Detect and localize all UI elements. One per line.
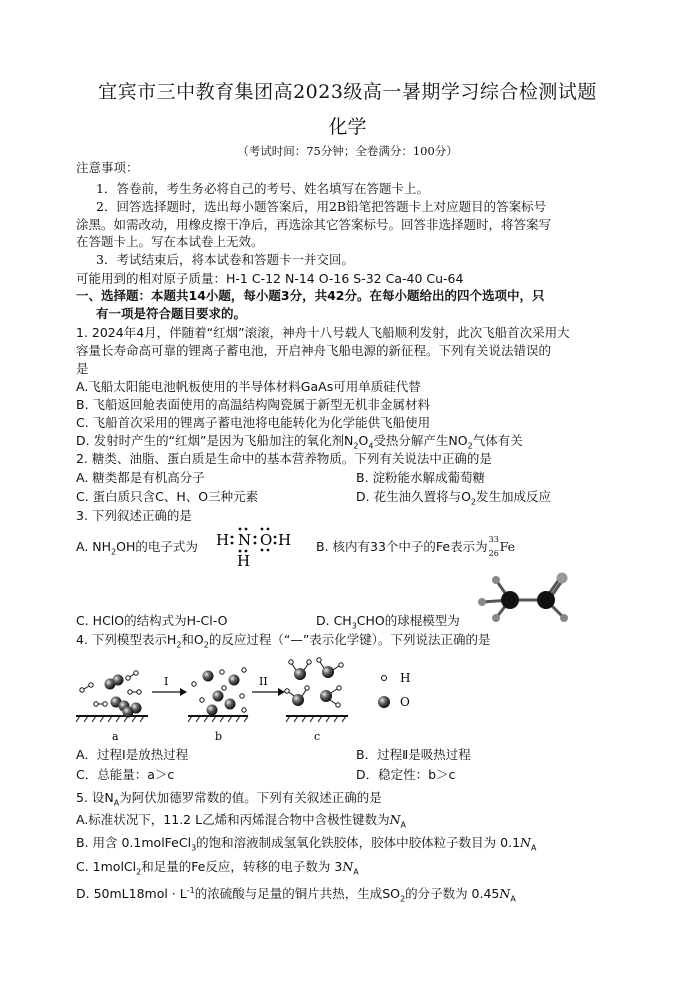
q5-option-c: C. 1molCl$_2$和足量的Fe反应，转移的电子数为 $3N_A$ — [76, 859, 359, 877]
exam-subject: 化学 — [328, 116, 367, 138]
q4-option-b: B．过程Ⅱ是吸热过程 — [356, 747, 471, 762]
q5-option-b: B. 用含 0.1molFeCl$_3$的饱和溶液制成氢氧化铁胶体，胶体中胶体粒子数目为 $0.1N_A$ — [76, 835, 537, 853]
q2-stem: 2. 糖类、油脂、蛋白质是生命中的基本营养物质。下列有关说法中正确的是 — [76, 451, 492, 466]
lewis-h-bottom: H — [237, 552, 251, 568]
q3-option-b: B. 核内有33个中子的Fe表示为 33 26 Fe — [316, 538, 515, 556]
fe-symbol: Fe — [499, 539, 516, 554]
fe-atomic-number: 26 — [488, 549, 499, 558]
state-a-molecules — [80, 671, 142, 718]
q2-option-d: D. 花生油久置将与$O_2$发生加成反应 — [356, 489, 552, 507]
state-c-water-molecules — [285, 658, 343, 707]
q3-option-a: A. $NH_2OH$的电子式为 — [76, 539, 198, 557]
q4-option-a: A．过程Ⅰ是放热过程 — [76, 747, 189, 762]
ch3cho-ball-stick-model — [470, 566, 590, 622]
state-b-atoms — [192, 668, 246, 716]
notice-item-2-line-3: 在答题卡上。写在本试卷上无效。 — [76, 234, 264, 249]
q4-reaction-model-diagram — [72, 652, 372, 744]
q4-stem: 4. 下列模型表示$H_2$和$O_2$的反应过程（“—”表示化学键）。下列说法正确的是 — [76, 632, 491, 650]
state-b-label: b — [215, 730, 223, 743]
atomic-masses: 可能用到的相对原子质量：H-1 C-12 N-14 O-16 S-32 Ca-40 Cu-64 — [76, 271, 464, 286]
q3-stem: 3. 下列叙述正确的是 — [76, 508, 192, 523]
fe-mass-number: 33 — [488, 535, 499, 544]
notice-item-1: 1．答卷前，考生务必将自己的考号、姓名填写在答题卡上。 — [96, 181, 429, 196]
nh2oh-lewis-structure — [212, 522, 292, 568]
q1-stem-line-3: 是 — [76, 361, 89, 376]
q1-option-c: C. 飞船首次采用的锂离子蓄电池将电能转化为化学能供飞船使用 — [76, 415, 431, 430]
notice-item-2-line-1: 2．回答选择题时，选出每小题答案后，用2B铅笔把答题卡上对应题目的答案标号 — [96, 199, 547, 214]
state-a-label: a — [112, 730, 119, 743]
lewis-n: N — [238, 531, 252, 549]
lewis-h-right: H — [278, 531, 292, 549]
step-2-label: II — [259, 675, 268, 688]
legend-h-label: H — [400, 671, 411, 685]
q1-option-a: A.飞船太阳能电池帆板使用的半导体材料GaAs可用单质硅代替 — [76, 379, 421, 394]
notice-item-2-line-2: 涂黑。如需改动，用橡皮擦干净后，再选涂其它答案标号。回答非选择题时，将答案写 — [76, 217, 552, 232]
section-1-heading-line-1: 一、选择题：本题共14小题，每小题3分，共42分。在每小题给出的四个选项中，只 — [76, 288, 545, 303]
q2-option-b: B. 淀粉能水解成葡萄糖 — [356, 470, 486, 485]
q5-option-d: D. $50mL18mol \cdot L^{-1}$的浓硫酸与足量的铜片共热，生成$SO_2$的分子数为 $0.45N_A$ — [76, 886, 516, 904]
q5-stem: 5. 设$N_A$为阿伏加德罗常数的值。下列有关叙述正确的是 — [76, 790, 382, 808]
notice-item-3: 3．考试结束后，将本试卷和答题卡一并交回。 — [96, 252, 354, 267]
lewis-o: O — [260, 531, 273, 549]
q2-option-a: A. 糖类都是有机高分子 — [76, 470, 205, 485]
section-1-heading-line-2: 有一项是符合题目要求的。 — [96, 306, 247, 321]
q2-option-c: C. 蛋白质只含C、H、O三种元素 — [76, 489, 259, 504]
q4-legend — [376, 668, 436, 714]
notice-heading: 注意事项： — [76, 160, 139, 175]
state-c-label: c — [314, 730, 321, 743]
q3-option-d: D. $CH_3CHO$的球棍模型为 — [316, 613, 460, 631]
q1-option-d: D. 发射时产生的“红烟”是因为飞船加注的氧化剂$N_2O_4$受热分解产生$NO_2$气体有关 — [76, 433, 523, 451]
q4-option-c: C．总能量：a＞c — [76, 767, 175, 782]
q1-stem-line-1: 1. 2024年4月，伴随着“红烟”滚滚，神舟十八号载人飞船顺利发射，此次飞船首次采用大 — [76, 325, 570, 340]
q3-option-c: C. HClO的结构式为H-Cl-O — [76, 613, 228, 628]
step-1-label: I — [164, 675, 169, 688]
legend-o-label: O — [400, 695, 410, 709]
q4-option-d: D．稳定性：b＞c — [356, 767, 456, 782]
q1-stem-line-2: 容量长寿命高可靠的锂离子蓄电池，开启神舟飞船电源的新征程。下列有关说法错误的 — [76, 343, 552, 358]
exam-info: （考试时间：75分钟；全卷满分：100分） — [237, 144, 458, 158]
lewis-h-left: H — [216, 531, 230, 549]
q1-option-b: B. 飞船返回舱表面使用的高温结构陶瓷属于新型无机非金属材料 — [76, 397, 431, 412]
q5-option-a: A.标准状况下，11.2 L乙烯和丙烯混合物中含极性键数为$N_A$ — [76, 812, 406, 830]
exam-title: 宜宾市三中教育集团高2023级高一暑期学习综合检测试题 — [98, 81, 597, 103]
